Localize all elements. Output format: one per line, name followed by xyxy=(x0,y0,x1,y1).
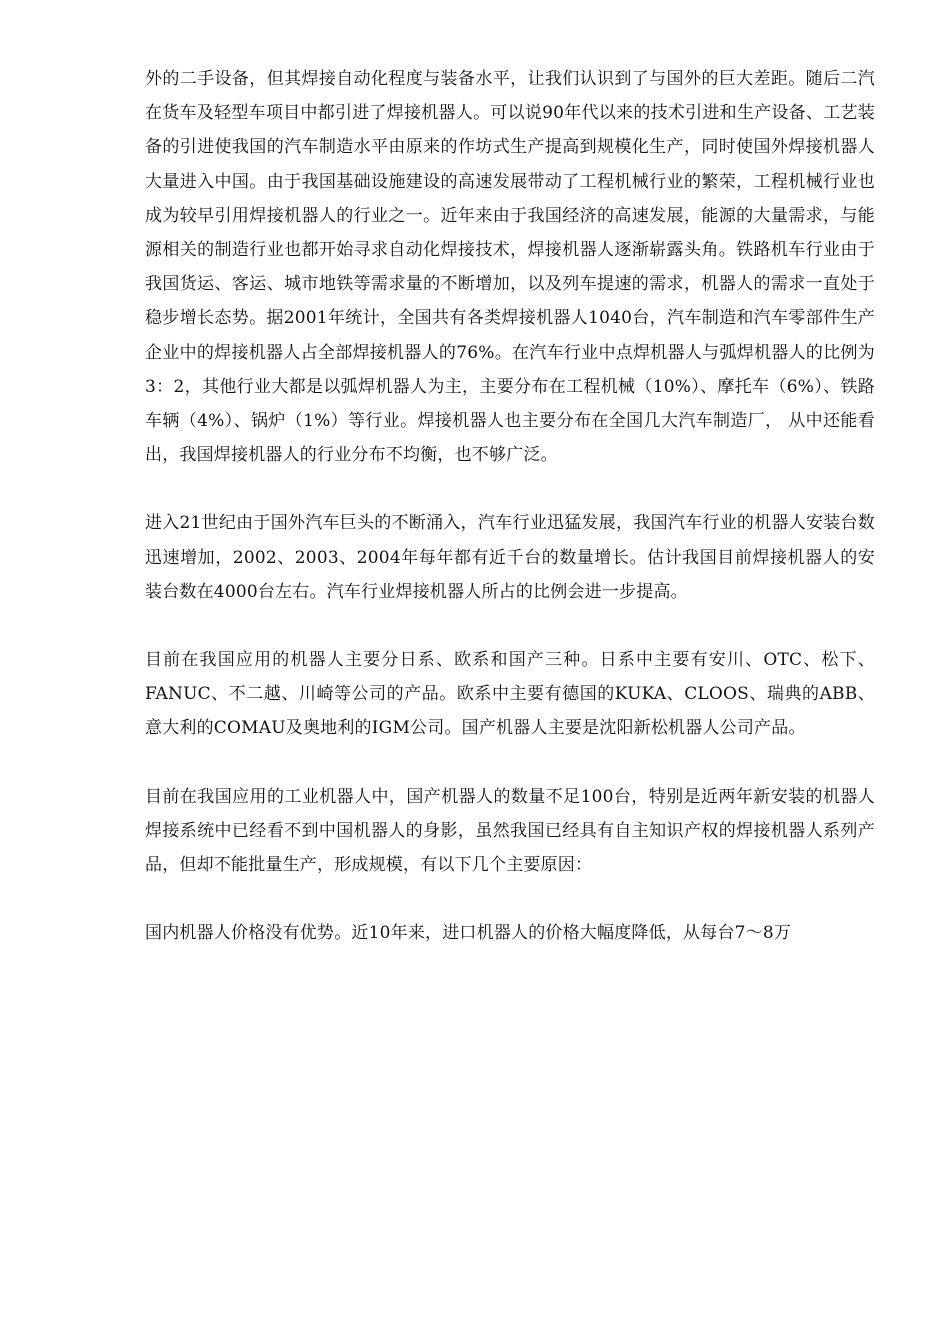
paragraph-history: 外的二手设备，但其焊接自动化程度与装备水平，让我们认识到了与国外的巨大差距。随后二汽在货车及轻型车项目中都引进了焊接机器人。可以说90年代以来的技术引进和生产设备、工艺装备的引进使我国的汽车制造水平由原来的作坊式生产提高到规模化生产，同时使国外焊接机器人大量进入中国。由于我国基础设施建设的高速发展带动了工程机械行业的繁荣，工程机械行业也成为较早引用焊接机器人的行业之一。近年来由于我国经济的高速发展，能源的大量需求，与能源相关的制造行业也都开始寻求自动化焊接技术，焊接机器人逐渐崭露头角。铁路机车行业由于我国货运、客运、城市地铁等需求量的不断增加，以及列车提速的需求，机器人的需求一直处于稳步增长态势。据2001年统计，全国共有各类焊接机器人1040台，汽车制造和汽车零部件生产企业中的焊接机器人占全部焊接机器人的76%。在汽车行业中点焊机器人与弧焊机器人的比例为3：2，其他行业大都是以弧焊机器人为主，主要分布在工程机械（10%）、摩托车（6%）、铁路车辆（4%）、锅炉（1%）等行业。焊接机器人也主要分布在全国几大汽车制造厂， 从中还能看出，我国焊接机器人的行业分布不均衡，也不够广泛。 xyxy=(145,69,875,466)
paragraph-robot-brands: 目前在我国应用的机器人主要分日系、欧系和国产三种。日系中主要有安川、OTC、松下、FANUC、不二越、川崎等公司的产品。欧系中主要有德国的KUKA、CLOOS、瑞典的ABB、意大利的COMAU及奥地利的IGM公司。国产机器人主要是沈阳新松机器人公司产品。 xyxy=(145,650,875,739)
paragraph-gap xyxy=(145,472,875,506)
paragraph-gap xyxy=(145,746,875,780)
paragraph-21st-century: 进入21世纪由于国外汽车巨头的不断涌入，汽车行业迅猛发展，我国汽车行业的机器人安装台数迅速增加，2002、2003、2004年每年都有近千台的数量增长。估计我国目前焊接机器人的安装台数在4000台左右。汽车行业焊接机器人所占的比例会进一步提高。 xyxy=(145,513,875,602)
paragraph-price-advantage: 国内机器人价格没有优势。近10年来，进口机器人的价格大幅度降低，从每台7～8万 xyxy=(145,923,792,944)
paragraph-gap xyxy=(145,882,875,916)
paragraph-gap xyxy=(145,609,875,643)
paragraph-domestic-robots: 目前在我国应用的工业机器人中，国产机器人的数量不足100台，特别是近两年新安装的机器人焊接系统中已经看不到中国机器人的身影，虽然我国已经具有自主知识产权的焊接机器人系列产品，但却不能批量生产，形成规模，有以下几个主要原因： xyxy=(145,786,875,876)
document-body xyxy=(145,62,875,950)
